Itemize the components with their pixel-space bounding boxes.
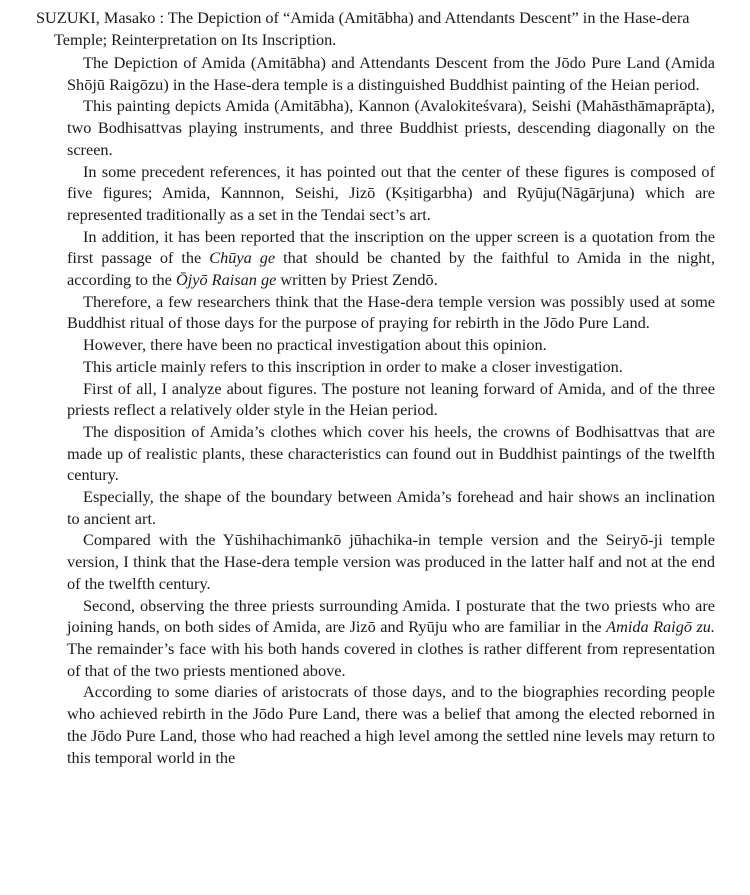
paragraph-text: that should be chanted by the faithful to Amida in the night, according to the bbox=[67, 248, 715, 290]
paragraph: According to some diaries of aristocrats of those days, and to the biographies recording people who achieved rebirth in the Jōdo Pure Land, there was a belief that among the elected reborned in the Jōdo Pure Land, those who had reached a high level among the settled nine levels may return to this temporal world in the bbox=[67, 682, 715, 767]
italic-text: Amida Raigō zu. bbox=[606, 617, 715, 637]
paragraph-text: written by Priest Zendō. bbox=[276, 270, 438, 290]
paragraph: The disposition of Amida’s clothes which cover his heels, the crowns of Bodhisattvas that are made up of realistic plants, these characteristics can found out in Buddhist paintings of the twelfth century. bbox=[67, 421, 715, 485]
paragraph: In some precedent references, it has pointed out that the center of these figures is composed of five figures; Amida, Kannnon, Seishi, Jizō (Kṣitigarbha) and Ryūju(Nāgārjuna) which are represented traditionally as a set in the Tendai sect’s art. bbox=[67, 161, 715, 224]
paragraph: First of all, I analyze about figures. The posture not leaning forward of Amida, and of the three priests reflect a relatively older style in the Heian period. bbox=[67, 378, 715, 420]
abstract-body bbox=[67, 52, 715, 768]
paragraph bbox=[67, 226, 715, 291]
abstract-heading bbox=[36, 7, 744, 51]
italic-text: Ōjyō Raisan ge bbox=[175, 270, 277, 290]
paragraph: This article mainly refers to this inscription in order to make a closer investigation. bbox=[83, 356, 623, 376]
paragraph: Especially, the shape of the boundary between Amida’s forehead and hair shows an inclination to ancient art. bbox=[67, 487, 715, 528]
paragraph-text: The remainder’s face with his both hands covered in clothes is rather different from representation of that of the two priests mentioned above. bbox=[67, 638, 715, 680]
paragraph bbox=[67, 595, 715, 682]
italic-text: Chūya ge bbox=[209, 248, 276, 268]
paragraph: Compared with the Yūshihachimankō jūhachika-in temple version and the Seiryō-ji temple version, I think that the Hase-dera temple version was produced in the latter half and not at the end of the twelfth century. bbox=[67, 530, 715, 593]
paragraph: Therefore, a few researchers think that the Hase-dera temple version was possibly used at some Buddhist ritual of those days for the purpose of praying for rebirth in the Jōdo Pure Land. bbox=[67, 291, 715, 333]
paragraph: This painting depicts Amida (Amitābha), Kannon (Avalokiteśvara), Seishi (Mahāsthāmaprāpta), two Bodhisattvas playing instruments, and three Buddhist priests, descending diagonally on the screen. bbox=[67, 96, 715, 159]
paragraph: The Depiction of Amida (Amitābha) and Attendants Descent from the Jōdo Pure Land (Amida Shōjū Raigōzu) in the Hase-dera temple is a distinguished Buddhist painting of the Heian period. bbox=[67, 53, 715, 94]
paragraph: However, there have been no practical investigation about this opinion. bbox=[83, 335, 547, 355]
author-name: SUZUKI, Masako : bbox=[36, 8, 164, 27]
paragraph-text: Second, observing the three priests surrounding Amida. I posturate that the two priests who are joining hands, on both sides of Amida, are Jizō and Ryūju who are familiar in the bbox=[67, 595, 715, 637]
paragraph-text: In addition, it has been reported that the inscription on the upper screen is a quotation from the first passage of the bbox=[67, 226, 715, 268]
article-title: The Depiction of “Amida (Amitābha) and Attendants Descent” in the Hase-dera Temple; Reinterpretation on Its Inscription. bbox=[54, 8, 690, 49]
